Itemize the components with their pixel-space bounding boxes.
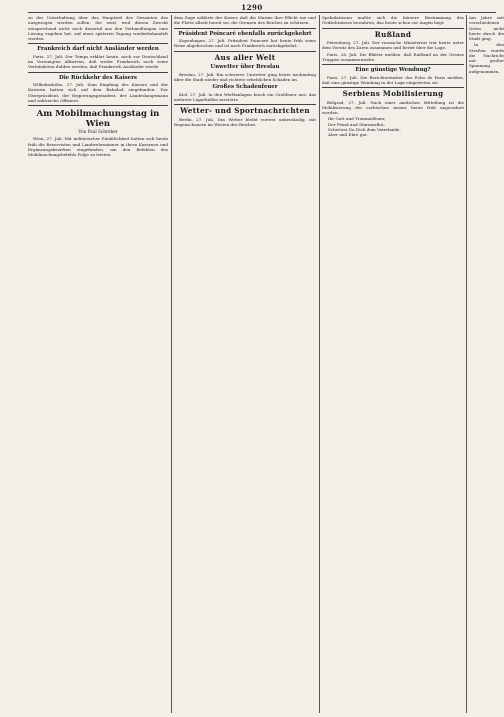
article-paragraph: Berlin, 27. Juli. Das Wetter bleibt vorerst unbeständig, mit Regenschauern im Westen des Reiches. xyxy=(174,116,316,127)
article-headline: Frankreich darf nicht Ausländer werden xyxy=(37,46,159,53)
feature-headline: Am Mobilmachungstag in Wien xyxy=(36,109,160,129)
column-3 xyxy=(322,15,464,713)
section-heading: Serbiens Mobilisierung xyxy=(342,89,444,98)
article-paragraph: Spekulationen mußte sich die kürzere Bestimmung des Gedächtnisses bewahren, das heute schon vor Augen liegt. xyxy=(322,15,464,26)
article-headline: Präsident Poincaré ebenfalls zurückgekehrt xyxy=(178,30,312,37)
divider xyxy=(174,51,316,52)
divider xyxy=(28,43,168,44)
section-heading: Aus aller Welt xyxy=(214,52,276,62)
article-paragraph: Belgrad, 27. Juli. Nach einer amtlichen Mitteilung ist die Mobilisierung der serbischen Armee heute früh angeordnet worden. xyxy=(322,99,464,115)
article-paragraph: Wilhelmshöhe, 27. Juli. Zum Empfang des Kaisers und der Kaiserin hatten sich auf dem Bahnhof eingefunden: Der Oberpräsident, der Regierungspräsident, der Landeshauptmann und zahlreiche Offiziere. xyxy=(28,82,168,103)
article-paragraph: Kiel, 27. Juli. In den Werftanlagen brach ein Großfeuer aus, das mehrere Lagerhallen zerstörte. xyxy=(174,91,316,102)
article-subheadline: Unwetter über Breslau xyxy=(210,64,280,70)
article-paragraph: dem Zuge erklärte der Kaiser, daß die Marine ihre Pflicht tue und die Flotte allzeit bereit sei, die Grenzen des Reiches zu schützen. xyxy=(174,15,316,26)
poem-line: Aber und Ehre gut. xyxy=(328,132,368,137)
article-subheadline: Großes Schadenfeuer xyxy=(212,84,278,90)
divider xyxy=(28,105,168,106)
article-paragraph: In den Straßen wurde die Nachricht mit großer Spannung aufgenommen. xyxy=(469,42,504,74)
section-heading: Rußland xyxy=(374,29,412,39)
article-paragraph: zu der Unterhaltung über das Hauptziel des Gesamten des ausgezogen werden sollen. Sie wird, weil diesen Zweckt entsprechend nicht noch dauernd aus den Verhandlungen eine Lösung ergeben hat, auf einer späteren Tagung wiederbehandelt werden. xyxy=(28,15,168,41)
column-divider xyxy=(466,15,467,713)
divider xyxy=(174,104,316,105)
article-paragraph: Paris, 26. Juli. Die Blätter melden, daß Rußland an der Grenze Truppen zusammenziehe. xyxy=(322,51,464,62)
column-divider xyxy=(171,15,172,713)
column-1 xyxy=(28,15,168,713)
article-headline: Die Rückkehr des Kaisers xyxy=(59,74,137,81)
article-paragraph: Am Jahre mit verschiedenen Orten nicht heute durch die Stadt ging. xyxy=(469,15,504,41)
article-paragraph: Petersburg, 27. Juli. Der russische Ministerrat trat heute unter dem Vorsitz des Zaren zusammen und beriet über die Lage. xyxy=(322,40,464,51)
section-heading: Wetter- und Sportnachrichten xyxy=(180,106,310,115)
poem-line: Der Feind und Sturmesflut, xyxy=(328,121,385,127)
article-headline: Eine günstige Wendung? xyxy=(355,67,431,73)
divider xyxy=(174,28,316,29)
article-paragraph: Wien, 27. Juli. Mit militärischer Pünktlichkeit hatten sich heute früh die Reservisten und Landwehrmänner in ihren Kasernen und Ergänzungsbezirken eingefunden, um den Befehlen des Mobilmachungsbefehls Folge zu leisten. xyxy=(28,136,168,157)
poem-line: Schwörst Du Dich dem Vaterlande, xyxy=(328,126,401,132)
article-paragraph: Kopenhagen, 27. Juli. Präsident Poincaré hat heute früh seine Reise abgebrochen und ist nach Frankreich zurückgekehrt. xyxy=(174,38,316,49)
page-number: 1290 xyxy=(241,3,263,12)
article-paragraph: Paris, 27. Juli. Der Temps erklärt heute, noch vor Deutschland im Vereinigten Alliierten, daß weder Frankreich noch seine Verbündeten dulden werden, daß Frankreich Ausländer werde. xyxy=(28,53,168,70)
poem-line: Ihr Gott und Trommelfeuer, xyxy=(328,116,386,122)
column-divider xyxy=(319,15,320,713)
byline: Von Paul Schreber xyxy=(78,129,118,134)
top-rule xyxy=(28,12,496,13)
divider xyxy=(322,87,464,88)
column-4-cropped xyxy=(469,15,504,713)
column-2 xyxy=(174,15,316,713)
divider xyxy=(322,28,464,29)
divider xyxy=(322,64,464,65)
divider xyxy=(28,72,168,73)
article-paragraph: Paris, 27. Juli. Die Berichterstatter des Echo de Paris melden, daß eine günstige Wendung in der Lage eingetreten sei. xyxy=(322,74,464,85)
article-paragraph: Breslau, 27. Juli. Ein schweres Unwetter ging heute nachmittag über die Stadt nieder und richtete erheblichen Schaden an. xyxy=(174,71,316,82)
